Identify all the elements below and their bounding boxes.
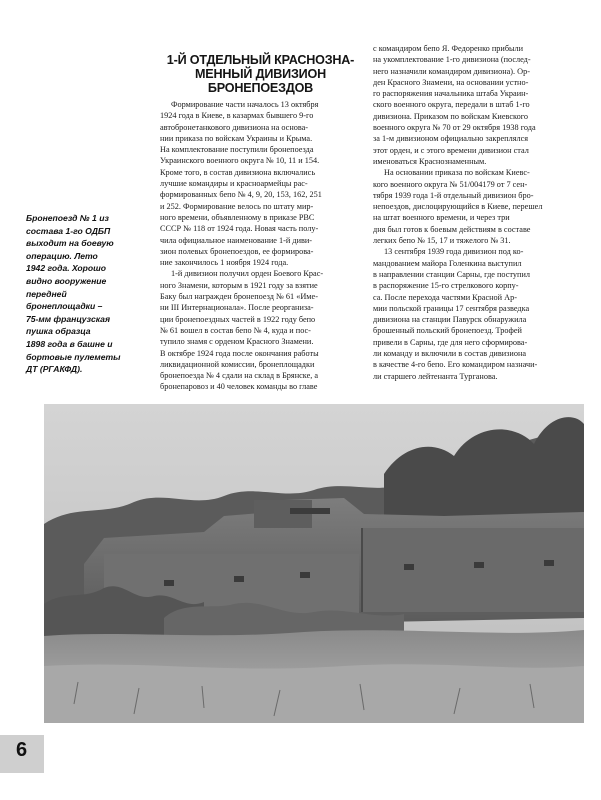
- article-paragraph: 1-й дивизион получил орден Боевого Крас- ного Знамени, которым в 1921 году за взятие Баку был награжден бронепоезд № 61 «Име- ни III Интернационала». После реорганиза- ции бронепоездных частей в 1922 году бепо № 61 вошел в состав бепо № 4, куда и пос- тупило знамя с орденом Красного Знамени. В октябре 1924 года после окончания работы ликвидационной комиссии, бронеплощадки бронепоезда № 4 сдали на склад в Брянске, а бронепаровоз и 40 человек команды во главе: [160, 269, 324, 392]
- armored-train-photo-illustration: [44, 404, 584, 723]
- article-paragraph: Формирование части началось 13 октября 1924 года в Киеве, в казармах бывшего 9-го автобронетанкового дивизиона на основа- нии приказа по войскам Украины и Крыма. На комплектование поступили бронепоезда Украинского военного округа № 10, 11 и 154. Кроме того, в состав дивизиона включались лучшие командиры и красноармейцы рас- формированных бепо № 4, 9, 20, 153, 162, 251 и 252. Формирование велось по штату мир- ного времени, объявленному в приказе РВС СССР № 118 от 1924 года. Новая часть полу- чила официальное наименование 1-й диви- зион полевых бронепоездов, ее формирова- ние закончилось 1 ноября 1924 года.: [160, 100, 322, 268]
- article-column-right: [373, 43, 572, 382]
- armored-train-photo: [44, 404, 584, 723]
- article-paragraph: 13 сентября 1939 года дивизион под ко- мандованием майора Голенкина выступил в направлении станции Сарны, где поступил в распоряжение 15-го стрелкового корпу- са. После перехода частями Красной Ар- мии польской границы 17 сентября разведка дивизиона на станции Павурск обнаружила брошенный польский бронепоезд. Трофей привели в Сарны, где для него сформирова- ли команду и включили в состав дивизиона в качестве 4-го бепо. Его командиром назначи- ли старшего лейтенанта Турганова.: [373, 247, 538, 381]
- article-column-middle: [160, 53, 361, 393]
- article-paragraph: с командиром бепо Я. Федоренко прибыли на укомплектование 1-го дивизиона (послед- него назначили командиром дивизиона). Ор- ден Красного Знамени, на основании устно- го распоряжения начальника штаба Украин- ского военного округа, передали в штаб 1-го дивизиона. Приказом по войскам Киевского военного округа № 70 от 29 октября 1938 года за 1-м дивизионом официально закреплялся этот орден, и с этого времени дивизион стал именоваться Краснознаменным.: [373, 44, 536, 166]
- page-number: 6: [16, 739, 28, 761]
- article-paragraph: На основании приказа по войскам Киевс- кого военного округа № 51/004179 от 7 сен- тября 1939 года 1-й отдельный дивизион бро- непоездов, дислоцирующийся в Киеве, перешел на штат военного времени, и через три дня был готов к боевым действиям в составе легких бепо № 15, 17 и тяжелого № 31.: [373, 168, 543, 246]
- photo-caption: Бронепоезд № 1 из состава 1-го ОДБП выходит на боевую операцию. Лето 1942 года. Хорошо видно вооружение передней бронеплощадки – 75-мм французская пушка образца 1898 года в башне и бортовые пулеметы ДТ (РГАКФД).: [26, 213, 121, 375]
- article-title: 1-Й ОТДЕЛЬНЫЙ КРАСНОЗНА- МЕННЫЙ ДИВИЗИОН БРОНЕПОЕЗДОВ: [166, 53, 355, 95]
